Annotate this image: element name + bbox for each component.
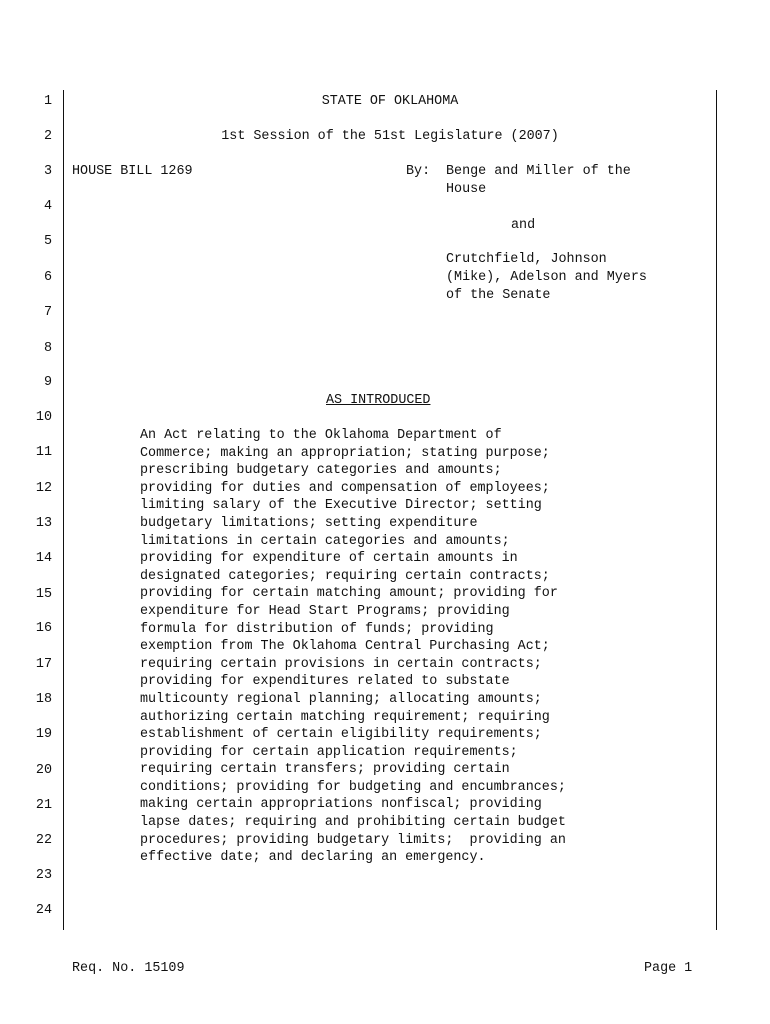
title-line: requiring certain transfers; providing certain (140, 762, 510, 778)
line-number: 24 (35, 903, 52, 918)
line-number: 6 (43, 270, 52, 285)
title-line: expenditure for Head Start Programs; providing (140, 603, 510, 619)
line-number: 1 (43, 94, 52, 109)
line-number: 3 (43, 164, 52, 179)
line-number: 19 (35, 727, 52, 742)
senate-authors-line-1: Crutchfield, Johnson (446, 252, 607, 267)
title-line: formula for distribution of funds; providing (140, 621, 494, 637)
right-margin-rule (716, 90, 717, 930)
title-line: lapse dates; requiring and prohibiting certain budget (140, 815, 566, 831)
title-line: providing for certain application requirements; (140, 744, 518, 760)
title-line: designated categories; requiring certain contracts; (140, 568, 550, 584)
senate-authors-line-3: of the Senate (446, 288, 551, 303)
title-line: multicounty regional planning; allocating amounts; (140, 691, 542, 707)
line-number: 22 (35, 833, 52, 848)
request-number: Req. No. 15109 (72, 961, 185, 976)
state-heading: STATE OF OKLAHOMA (321, 94, 459, 109)
title-line: Commerce; making an appropriation; stating purpose; (140, 445, 550, 461)
bill-status: AS INTRODUCED (326, 393, 431, 408)
by-label: By: (406, 164, 431, 179)
bill-title-paragraph (140, 427, 660, 867)
title-line: limitations in certain categories and amounts; (140, 533, 510, 549)
line-number: 20 (35, 763, 52, 778)
title-line: providing for expenditures related to substate (140, 674, 510, 690)
line-number: 2 (43, 129, 52, 144)
line-number: 16 (35, 621, 52, 636)
page-number: Page 1 (644, 961, 693, 976)
line-number: 21 (35, 798, 52, 813)
session-heading: 1st Session of the 51st Legislature (2007) (221, 129, 559, 144)
title-line: providing for expenditure of certain amounts in (140, 551, 518, 567)
title-line: establishment of certain eligibility requirements; (140, 727, 542, 743)
line-number: 13 (35, 516, 52, 531)
house-authors-line-2: House (446, 182, 487, 197)
line-number: 4 (43, 199, 52, 214)
title-line: procedures; providing budgetary limits; providing an (140, 832, 566, 848)
title-line: requiring certain provisions in certain contracts; (140, 656, 542, 672)
line-number: 8 (43, 341, 52, 356)
line-number: 14 (35, 551, 52, 566)
line-number: 17 (35, 657, 52, 672)
senate-authors-line-2: (Mike), Adelson and Myers (446, 270, 647, 285)
line-number: 11 (35, 445, 52, 460)
line-number: 15 (35, 587, 52, 602)
and-conjunction: and (511, 218, 536, 233)
title-line: An Act relating to the Oklahoma Department of (140, 428, 502, 443)
line-number: 18 (35, 692, 52, 707)
line-number: 5 (43, 234, 52, 249)
line-number: 12 (35, 481, 52, 496)
line-number: 23 (35, 868, 52, 883)
left-margin-rule (63, 90, 64, 930)
title-line: providing for certain matching amount; providing for (140, 586, 558, 602)
title-line: budgetary limitations; setting expenditure (140, 515, 478, 531)
bill-number: HOUSE BILL 1269 (72, 164, 193, 179)
house-authors-line-1: Benge and Miller of the (446, 164, 631, 179)
title-line: making certain appropriations nonfiscal; providing (140, 797, 542, 813)
title-line: conditions; providing for budgeting and encumbrances; (140, 779, 566, 795)
title-line: providing for duties and compensation of employees; (140, 480, 550, 496)
title-line: prescribing budgetary categories and amounts; (140, 463, 502, 479)
title-line: authorizing certain matching requirement; requiring (140, 709, 550, 725)
title-line: limiting salary of the Executive Director; setting (140, 498, 542, 514)
line-number: 7 (43, 305, 52, 320)
title-line: exemption from The Oklahoma Central Purchasing Act; (140, 639, 550, 655)
title-line: effective date; and declaring an emergency. (140, 850, 486, 866)
line-number: 9 (43, 375, 52, 390)
line-number: 10 (35, 410, 52, 425)
